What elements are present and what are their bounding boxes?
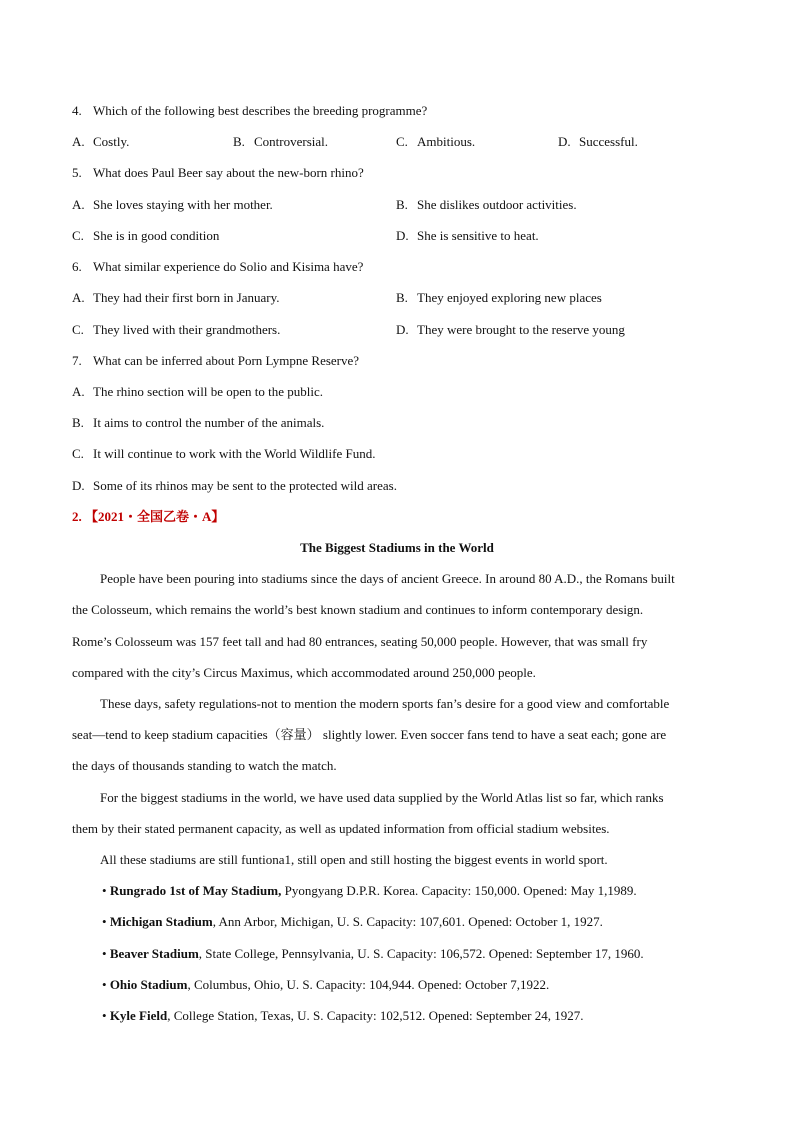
option-c	[72, 228, 219, 244]
option-b	[233, 134, 328, 150]
stadium-name: Michigan Stadium	[109, 914, 213, 929]
question-text: What similar experience do Solio and Kisima have?	[93, 259, 364, 274]
stadium-details: , Columbus, Ohio, U. S. Capacity: 104,944. Opened: October 7,1922.	[187, 977, 550, 992]
option-d	[396, 228, 539, 244]
option-letter: B.	[396, 290, 408, 305]
option-d	[72, 478, 397, 494]
question-7	[72, 353, 359, 369]
option-c	[396, 134, 475, 150]
bullet-icon: •	[102, 883, 107, 898]
stadium-name: Beaver Stadium	[109, 946, 199, 961]
bullet-icon: •	[102, 914, 107, 929]
option-text: They were brought to the reserve young	[417, 322, 625, 337]
question-number: 6.	[72, 259, 82, 274]
bullet-icon: •	[102, 1008, 107, 1023]
stadium-details: , Ann Arbor, Michigan, U. S. Capacity: 107,601. Opened: October 1, 1927.	[212, 914, 603, 929]
paragraph-line: compared with the city’s Circus Maximus, which accommodated around 250,000 people.	[72, 665, 536, 680]
option-b	[396, 290, 602, 306]
option-letter: C.	[72, 228, 84, 243]
option-text: She is in good condition	[93, 228, 220, 243]
question-5	[72, 165, 364, 181]
section-heading: 2. 【2021・全国乙卷・A】	[72, 509, 225, 524]
stadium-details: , State College, Pennsylvania, U. S. Capacity: 106,572. Opened: September 17, 1960.	[198, 946, 644, 961]
stadium-list-item	[102, 946, 644, 962]
option-b	[396, 197, 577, 213]
question-number: 4.	[72, 103, 82, 118]
option-letter: A.	[72, 134, 85, 149]
option-d	[396, 322, 625, 338]
stadium-details: , College Station, Texas, U. S. Capacity: 102,512. Opened: September 24, 1927.	[167, 1008, 584, 1023]
question-number: 7.	[72, 353, 82, 368]
option-letter: A.	[72, 197, 85, 212]
question-number: 5.	[72, 165, 82, 180]
question-text: What can be inferred about Porn Lympne Reserve?	[93, 353, 360, 368]
question-text: Which of the following best describes the breeding programme?	[93, 103, 428, 118]
question-6	[72, 259, 363, 275]
option-letter: C.	[72, 322, 84, 337]
option-a	[72, 290, 280, 306]
paragraph-line: For the biggest stadiums in the world, we have used data supplied by the World Atlas list so far, which ranks	[100, 790, 664, 805]
paragraph-line: seat—tend to keep stadium capacities（容量） slightly lower. Even soccer fans tend to have a seat each; gone are	[72, 727, 667, 742]
option-b	[72, 415, 324, 431]
option-a	[72, 197, 273, 213]
bullet-icon: •	[102, 946, 107, 961]
option-letter: D.	[72, 478, 85, 493]
option-a	[72, 384, 323, 400]
article-title: The Biggest Stadiums in the World	[300, 540, 494, 555]
stadium-details: Pyongyang D.P.R. Korea. Capacity: 150,000. Opened: May 1,1989.	[281, 883, 637, 898]
option-text: It will continue to work with the World Wildlife Fund.	[93, 446, 376, 461]
stadium-list-item	[102, 914, 603, 930]
paragraph-line: the days of thousands standing to watch the match.	[72, 758, 337, 773]
option-letter: A.	[72, 290, 85, 305]
paragraph-line: These days, safety regulations-not to mention the modern sports fan’s desire for a good view and comfortable	[100, 696, 670, 711]
stadium-list-item	[102, 883, 637, 899]
paragraph-line: the Colosseum, which remains the world’s best known stadium and continues to inform contemporary design.	[72, 602, 644, 617]
paragraph-line: People have been pouring into stadiums since the days of ancient Greece. In around 80 A.D., the Romans built	[100, 571, 675, 586]
stadium-name: Rungrado 1st of May Stadium,	[109, 883, 282, 898]
option-a	[72, 134, 129, 150]
option-letter: B.	[396, 197, 408, 212]
option-letter: C.	[72, 446, 84, 461]
option-text: The rhino section will be open to the public.	[93, 384, 323, 399]
option-text: She loves staying with her mother.	[93, 197, 273, 212]
option-letter: B.	[233, 134, 245, 149]
option-text: She is sensitive to heat.	[417, 228, 539, 243]
option-d	[558, 134, 638, 150]
option-text: They had their first born in January.	[93, 290, 280, 305]
stadium-list-item	[102, 1008, 583, 1024]
option-text: She dislikes outdoor activities.	[417, 197, 577, 212]
option-letter: B.	[72, 415, 84, 430]
option-text: They lived with their grandmothers.	[93, 322, 281, 337]
option-c	[72, 322, 280, 338]
option-letter: D.	[396, 228, 409, 243]
option-text: Some of its rhinos may be sent to the protected wild areas.	[93, 478, 397, 493]
option-text: Successful.	[579, 134, 638, 149]
stadium-name: Kyle Field	[109, 1008, 168, 1023]
option-c	[72, 446, 375, 462]
paragraph-line: All these stadiums are still funtiona1, still open and still hosting the biggest events in world sport.	[100, 852, 608, 867]
bullet-icon: •	[102, 977, 107, 992]
option-letter: C.	[396, 134, 408, 149]
option-letter: A.	[72, 384, 85, 399]
question-text: What does Paul Beer say about the new-born rhino?	[93, 165, 364, 180]
option-letter: D.	[396, 322, 409, 337]
paragraph-line: Rome’s Colosseum was 157 feet tall and had 80 entrances, seating 50,000 people. However, that was small fry	[72, 634, 648, 649]
option-text: Controversial.	[254, 134, 329, 149]
option-text: They enjoyed exploring new places	[417, 290, 602, 305]
option-text: Ambitious.	[417, 134, 476, 149]
question-4	[72, 103, 427, 119]
option-letter: D.	[558, 134, 571, 149]
stadium-list-item	[102, 977, 549, 993]
option-text: Costly.	[93, 134, 130, 149]
paragraph-line: them by their stated permanent capacity, as well as updated information from official stadium websites.	[72, 821, 610, 836]
stadium-name: Ohio Stadium	[109, 977, 188, 992]
option-text: It aims to control the number of the animals.	[93, 415, 325, 430]
